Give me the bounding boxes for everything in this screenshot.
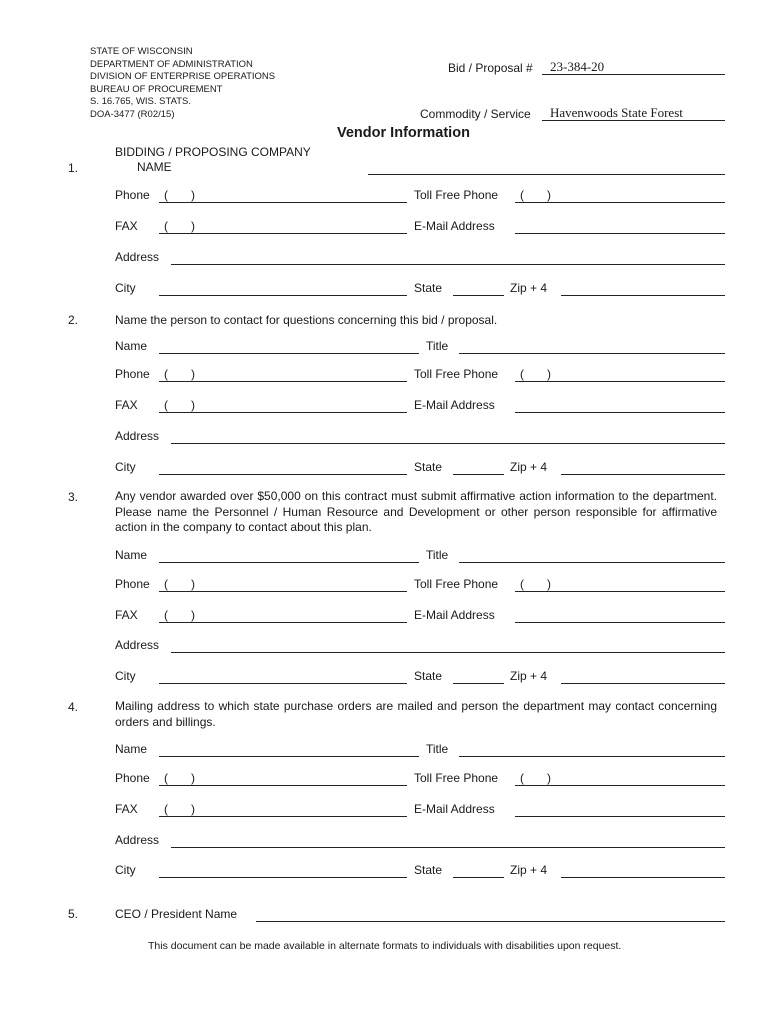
section-text: Any vendor awarded over $50,000 on this contract must submit affirmative action information to the department. Please name the Personnel / Human Resource and Development or other person responsible for affirmative action in the company to contact about this plan. xyxy=(115,489,717,534)
paren-open: ( xyxy=(164,367,168,381)
email-field[interactable] xyxy=(515,412,725,413)
paren-close: ) xyxy=(547,367,551,381)
address-field[interactable] xyxy=(171,847,725,848)
paren-open: ( xyxy=(164,577,168,591)
state-field[interactable] xyxy=(453,877,504,878)
agency-line: DOA-3477 (R02/15) xyxy=(90,108,175,120)
commodity-label: Commodity / Service xyxy=(420,107,531,121)
zip-field[interactable] xyxy=(561,295,725,296)
phone-field[interactable] xyxy=(159,785,407,786)
agency-line: STATE OF WISCONSIN xyxy=(90,46,193,57)
paren-open: ( xyxy=(520,771,524,785)
title-label: Title xyxy=(426,742,449,756)
fax-label: FAX xyxy=(115,802,138,816)
name-field[interactable] xyxy=(159,353,419,354)
state-label: State xyxy=(414,281,443,295)
address-field[interactable] xyxy=(171,443,725,444)
address-field[interactable] xyxy=(171,652,725,653)
paren-close: ) xyxy=(191,219,195,233)
paren-close: ) xyxy=(191,802,195,816)
bid-number-field[interactable] xyxy=(542,60,725,75)
zip-label: Zip + 4 xyxy=(510,863,548,877)
name-field[interactable] xyxy=(159,756,419,757)
fax-label: FAX xyxy=(115,608,138,622)
address-label: Address xyxy=(115,833,160,847)
fax-field[interactable] xyxy=(159,622,407,623)
toll-free-field[interactable] xyxy=(515,202,725,203)
name-label: Name xyxy=(115,548,148,562)
bid-label: Bid / Proposal # xyxy=(448,61,533,75)
phone-field[interactable] xyxy=(159,591,407,592)
paren-open: ( xyxy=(520,188,524,202)
section-number: 4. xyxy=(68,700,79,714)
fax-field[interactable] xyxy=(159,233,407,234)
phone-field[interactable] xyxy=(159,202,407,203)
title-field[interactable] xyxy=(459,756,725,757)
city-field[interactable] xyxy=(159,877,407,878)
commodity-value: Havenwoods State Forest xyxy=(550,105,683,120)
section-number: 2. xyxy=(68,313,79,327)
paren-open: ( xyxy=(520,367,524,381)
city-field[interactable] xyxy=(159,474,407,475)
city-label: City xyxy=(115,863,136,877)
section-number: 3. xyxy=(68,490,79,504)
name-label: Name xyxy=(115,339,148,353)
paren-open: ( xyxy=(520,577,524,591)
phone-label: Phone xyxy=(115,771,150,785)
toll-free-label: Toll Free Phone xyxy=(414,577,499,591)
agency-line: S. 16.765, WIS. STATS. xyxy=(90,96,192,107)
ceo-label: CEO / President Name xyxy=(115,907,238,921)
city-label: City xyxy=(115,281,136,295)
paren-close: ) xyxy=(547,188,551,202)
section-heading: BIDDING / PROPOSING COMPANY xyxy=(115,145,311,159)
section-text: Mailing address to which state purchase orders are mailed and person the department may contact concerning orders and billings. xyxy=(115,699,717,729)
paren-open: ( xyxy=(164,771,168,785)
paren-open: ( xyxy=(164,219,168,233)
section-heading: NAME xyxy=(137,160,172,174)
phone-field[interactable] xyxy=(159,381,407,382)
address-label: Address xyxy=(115,429,160,443)
paren-open: ( xyxy=(164,188,168,202)
state-label: State xyxy=(414,460,443,474)
page-title: Vendor Information xyxy=(337,125,470,141)
paren-open: ( xyxy=(164,608,168,622)
toll-free-field[interactable] xyxy=(515,785,725,786)
bid-number-value: 23-384-20 xyxy=(550,59,605,74)
footer-note: This document can be made available in alternate formats to individuals with disabilities upon request. xyxy=(148,940,622,952)
zip-label: Zip + 4 xyxy=(510,460,548,474)
toll-free-label: Toll Free Phone xyxy=(414,188,499,202)
toll-free-label: Toll Free Phone xyxy=(414,771,499,785)
paren-close: ) xyxy=(547,771,551,785)
toll-free-field[interactable] xyxy=(515,381,725,382)
section-number: 5. xyxy=(68,907,79,921)
paren-close: ) xyxy=(191,367,195,381)
fax-label: FAX xyxy=(115,219,138,233)
city-field[interactable] xyxy=(159,683,407,684)
city-field[interactable] xyxy=(159,295,407,296)
agency-line: BUREAU OF PROCUREMENT xyxy=(90,83,223,95)
toll-free-label: Toll Free Phone xyxy=(414,367,499,381)
name-field[interactable] xyxy=(159,562,419,563)
state-field[interactable] xyxy=(453,295,504,296)
paren-open: ( xyxy=(164,802,168,816)
ceo-name-field[interactable] xyxy=(256,921,725,922)
state-field[interactable] xyxy=(453,474,504,475)
phone-label: Phone xyxy=(115,188,150,202)
state-field[interactable] xyxy=(453,683,504,684)
paren-close: ) xyxy=(191,188,195,202)
section-number: 1. xyxy=(68,161,79,175)
email-label: E-Mail Address xyxy=(414,802,495,816)
zip-field[interactable] xyxy=(561,474,725,475)
paren-open: ( xyxy=(164,398,168,412)
phone-label: Phone xyxy=(115,367,150,381)
fax-label: FAX xyxy=(115,398,138,412)
email-field[interactable] xyxy=(515,816,725,817)
paren-close: ) xyxy=(191,608,195,622)
email-label: E-Mail Address xyxy=(414,398,495,412)
toll-free-field[interactable] xyxy=(515,591,725,592)
paren-close: ) xyxy=(191,771,195,785)
paren-close: ) xyxy=(191,398,195,412)
agency-line: DIVISION OF ENTERPRISE OPERATIONS xyxy=(90,71,276,82)
fax-field[interactable] xyxy=(159,816,407,817)
city-label: City xyxy=(115,460,136,474)
zip-field[interactable] xyxy=(561,877,725,878)
zip-field[interactable] xyxy=(561,683,725,684)
agency-line: DEPARTMENT OF ADMINISTRATION xyxy=(90,58,253,70)
commodity-field[interactable] xyxy=(542,106,725,121)
email-field[interactable] xyxy=(515,622,725,623)
company-name-field[interactable] xyxy=(368,174,725,175)
section-text: Name the person to contact for questions concerning this bid / proposal. xyxy=(115,313,498,327)
fax-field[interactable] xyxy=(159,412,407,413)
paren-close: ) xyxy=(547,577,551,591)
address-label: Address xyxy=(115,250,160,264)
email-field[interactable] xyxy=(515,233,725,234)
phone-label: Phone xyxy=(115,577,150,591)
state-label: State xyxy=(414,669,443,683)
email-label: E-Mail Address xyxy=(414,219,495,233)
zip-label: Zip + 4 xyxy=(510,281,548,295)
title-label: Title xyxy=(426,339,449,353)
email-label: E-Mail Address xyxy=(414,608,495,622)
state-label: State xyxy=(414,863,443,877)
paren-close: ) xyxy=(191,577,195,591)
city-label: City xyxy=(115,669,136,683)
title-label: Title xyxy=(426,548,449,562)
title-field[interactable] xyxy=(459,562,725,563)
agency-header xyxy=(90,46,275,121)
zip-label: Zip + 4 xyxy=(510,669,548,683)
name-label: Name xyxy=(115,742,148,756)
address-field[interactable] xyxy=(171,264,725,265)
title-field[interactable] xyxy=(459,353,725,354)
address-label: Address xyxy=(115,638,160,652)
